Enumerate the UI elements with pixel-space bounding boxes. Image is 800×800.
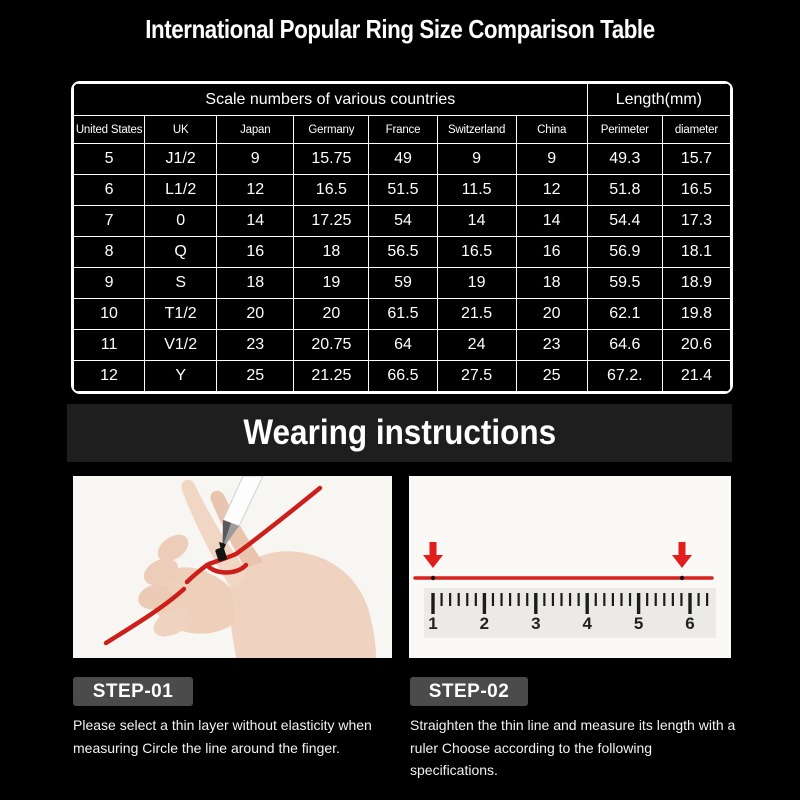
table-row bbox=[74, 299, 731, 330]
table-cell: 54.4 bbox=[587, 206, 662, 237]
column-header-diameter: diameter bbox=[662, 116, 730, 144]
table-cell: 20.75 bbox=[294, 330, 369, 361]
table-cell: 16.5 bbox=[294, 175, 369, 206]
table-row bbox=[74, 175, 731, 206]
table-cell: 25 bbox=[217, 361, 294, 392]
table-cell: 11 bbox=[74, 330, 145, 361]
column-header-france: France bbox=[369, 116, 437, 144]
ruler-number: 1 bbox=[428, 614, 438, 633]
table-cell: 18 bbox=[294, 237, 369, 268]
table-cell: V1/2 bbox=[145, 330, 217, 361]
table-cell: 59 bbox=[369, 268, 437, 299]
table-cell: 17.25 bbox=[294, 206, 369, 237]
column-header-china: China bbox=[516, 116, 587, 144]
column-header-switzerland: Switzerland bbox=[437, 116, 516, 144]
column-header-perimeter: Perimeter bbox=[587, 116, 662, 144]
table-cell: 54 bbox=[369, 206, 437, 237]
group-header-length: Length(mm) bbox=[587, 84, 730, 116]
table-cell: 12 bbox=[217, 175, 294, 206]
table-cell: Q bbox=[145, 237, 217, 268]
table-cell: 18.1 bbox=[662, 237, 730, 268]
table-cell: 16.5 bbox=[437, 237, 516, 268]
table-cell: 25 bbox=[516, 361, 587, 392]
table-cell: 18 bbox=[217, 268, 294, 299]
table-cell: 56.9 bbox=[587, 237, 662, 268]
table-cell: 64 bbox=[369, 330, 437, 361]
table-cell: 23 bbox=[217, 330, 294, 361]
measure-end-dot bbox=[680, 576, 684, 580]
page-title: International Popular Ring Size Comparison Table bbox=[145, 14, 655, 44]
ruler-number: 6 bbox=[685, 614, 695, 633]
table-cell: S bbox=[145, 268, 217, 299]
group-header-countries: Scale numbers of various countries bbox=[74, 84, 588, 116]
table-cell: 21.5 bbox=[437, 299, 516, 330]
table-cell: 49 bbox=[369, 144, 437, 175]
ruler-number: 5 bbox=[633, 614, 644, 633]
table-cell: 59.5 bbox=[587, 268, 662, 299]
column-header-japan: Japan bbox=[217, 116, 294, 144]
table-cell: 24 bbox=[437, 330, 516, 361]
table-cell: 18 bbox=[516, 268, 587, 299]
table-cell: 67.2. bbox=[587, 361, 662, 392]
ruler-number: 4 bbox=[582, 614, 592, 633]
table-cell: 51.8 bbox=[587, 175, 662, 206]
table-cell: 14 bbox=[516, 206, 587, 237]
step-02-label: STEP-02 bbox=[428, 680, 510, 702]
column-header-united-states: United States bbox=[74, 116, 145, 144]
step-01-label: STEP-01 bbox=[92, 680, 174, 702]
table-cell: 62.1 bbox=[587, 299, 662, 330]
table-cell: Y bbox=[145, 361, 217, 392]
table-cell: 0 bbox=[145, 206, 217, 237]
table-cell: 6 bbox=[74, 175, 145, 206]
table-cell: 21.4 bbox=[662, 361, 730, 392]
table-cell: 56.5 bbox=[369, 237, 437, 268]
table-row bbox=[74, 206, 731, 237]
table-cell: 7 bbox=[74, 206, 145, 237]
table-cell: 20 bbox=[217, 299, 294, 330]
table-cell: 61.5 bbox=[369, 299, 437, 330]
ruler-number: 3 bbox=[531, 614, 541, 633]
table-cell: T1/2 bbox=[145, 299, 217, 330]
hand-illustration bbox=[73, 476, 392, 658]
table-cell: 23 bbox=[516, 330, 587, 361]
table-cell: 49.3 bbox=[587, 144, 662, 175]
table-cell: 27.5 bbox=[437, 361, 516, 392]
table-cell: 19 bbox=[294, 268, 369, 299]
table-cell: 18.9 bbox=[662, 268, 730, 299]
section-title: Wearing instructions bbox=[243, 413, 556, 452]
table-group-header-row bbox=[74, 84, 731, 116]
table-cell: 9 bbox=[74, 268, 145, 299]
table-cell: 19 bbox=[437, 268, 516, 299]
ruler-number: 2 bbox=[479, 614, 490, 633]
column-header-uk: UK bbox=[145, 116, 217, 144]
table-column-header-row bbox=[74, 116, 731, 144]
step-01-badge bbox=[73, 677, 193, 706]
table-cell: 15.75 bbox=[294, 144, 369, 175]
table-row bbox=[74, 268, 731, 299]
table-cell: 19.8 bbox=[662, 299, 730, 330]
step-01-description: Please select a thin layer without elasticity when measuring Circle the line around the finger. bbox=[73, 717, 372, 756]
table-cell: 21.25 bbox=[294, 361, 369, 392]
table-cell: 16 bbox=[217, 237, 294, 268]
column-header-germany: Germany bbox=[294, 116, 369, 144]
table-cell: L1/2 bbox=[145, 175, 217, 206]
table-cell: 17.3 bbox=[662, 206, 730, 237]
table-row bbox=[74, 144, 731, 175]
table-cell: 20 bbox=[294, 299, 369, 330]
finger-measure-photo bbox=[73, 476, 392, 658]
ruler-illustration bbox=[409, 476, 731, 658]
table-cell: 10 bbox=[74, 299, 145, 330]
table-cell: 14 bbox=[217, 206, 294, 237]
table-cell: 12 bbox=[74, 361, 145, 392]
wearing-instructions-banner bbox=[67, 404, 732, 462]
measure-start-dot bbox=[431, 576, 435, 580]
table-cell: 20 bbox=[516, 299, 587, 330]
step-02-badge bbox=[410, 677, 528, 706]
table-row bbox=[74, 330, 731, 361]
ring-size-table bbox=[71, 81, 733, 394]
table-cell: 12 bbox=[516, 175, 587, 206]
table-cell: 9 bbox=[437, 144, 516, 175]
table-cell: 20.6 bbox=[662, 330, 730, 361]
table-cell: 51.5 bbox=[369, 175, 437, 206]
table-cell: 64.6 bbox=[587, 330, 662, 361]
table-cell: 5 bbox=[74, 144, 145, 175]
table-cell: 14 bbox=[437, 206, 516, 237]
table-cell: 16.5 bbox=[662, 175, 730, 206]
table-cell: 15.7 bbox=[662, 144, 730, 175]
table-cell: 8 bbox=[74, 237, 145, 268]
table-row bbox=[74, 237, 731, 268]
table-cell: 11.5 bbox=[437, 175, 516, 206]
table-row bbox=[74, 361, 731, 392]
table-cell: 16 bbox=[516, 237, 587, 268]
table-cell: 9 bbox=[217, 144, 294, 175]
table-cell: J1/2 bbox=[145, 144, 217, 175]
ruler-measure-photo bbox=[409, 476, 731, 658]
table-cell: 66.5 bbox=[369, 361, 437, 392]
table-cell: 9 bbox=[516, 144, 587, 175]
ring-table-body bbox=[74, 144, 731, 392]
step-02-description: Straighten the thin line and measure its length with a ruler Choose according to the following specifications. bbox=[410, 717, 736, 779]
